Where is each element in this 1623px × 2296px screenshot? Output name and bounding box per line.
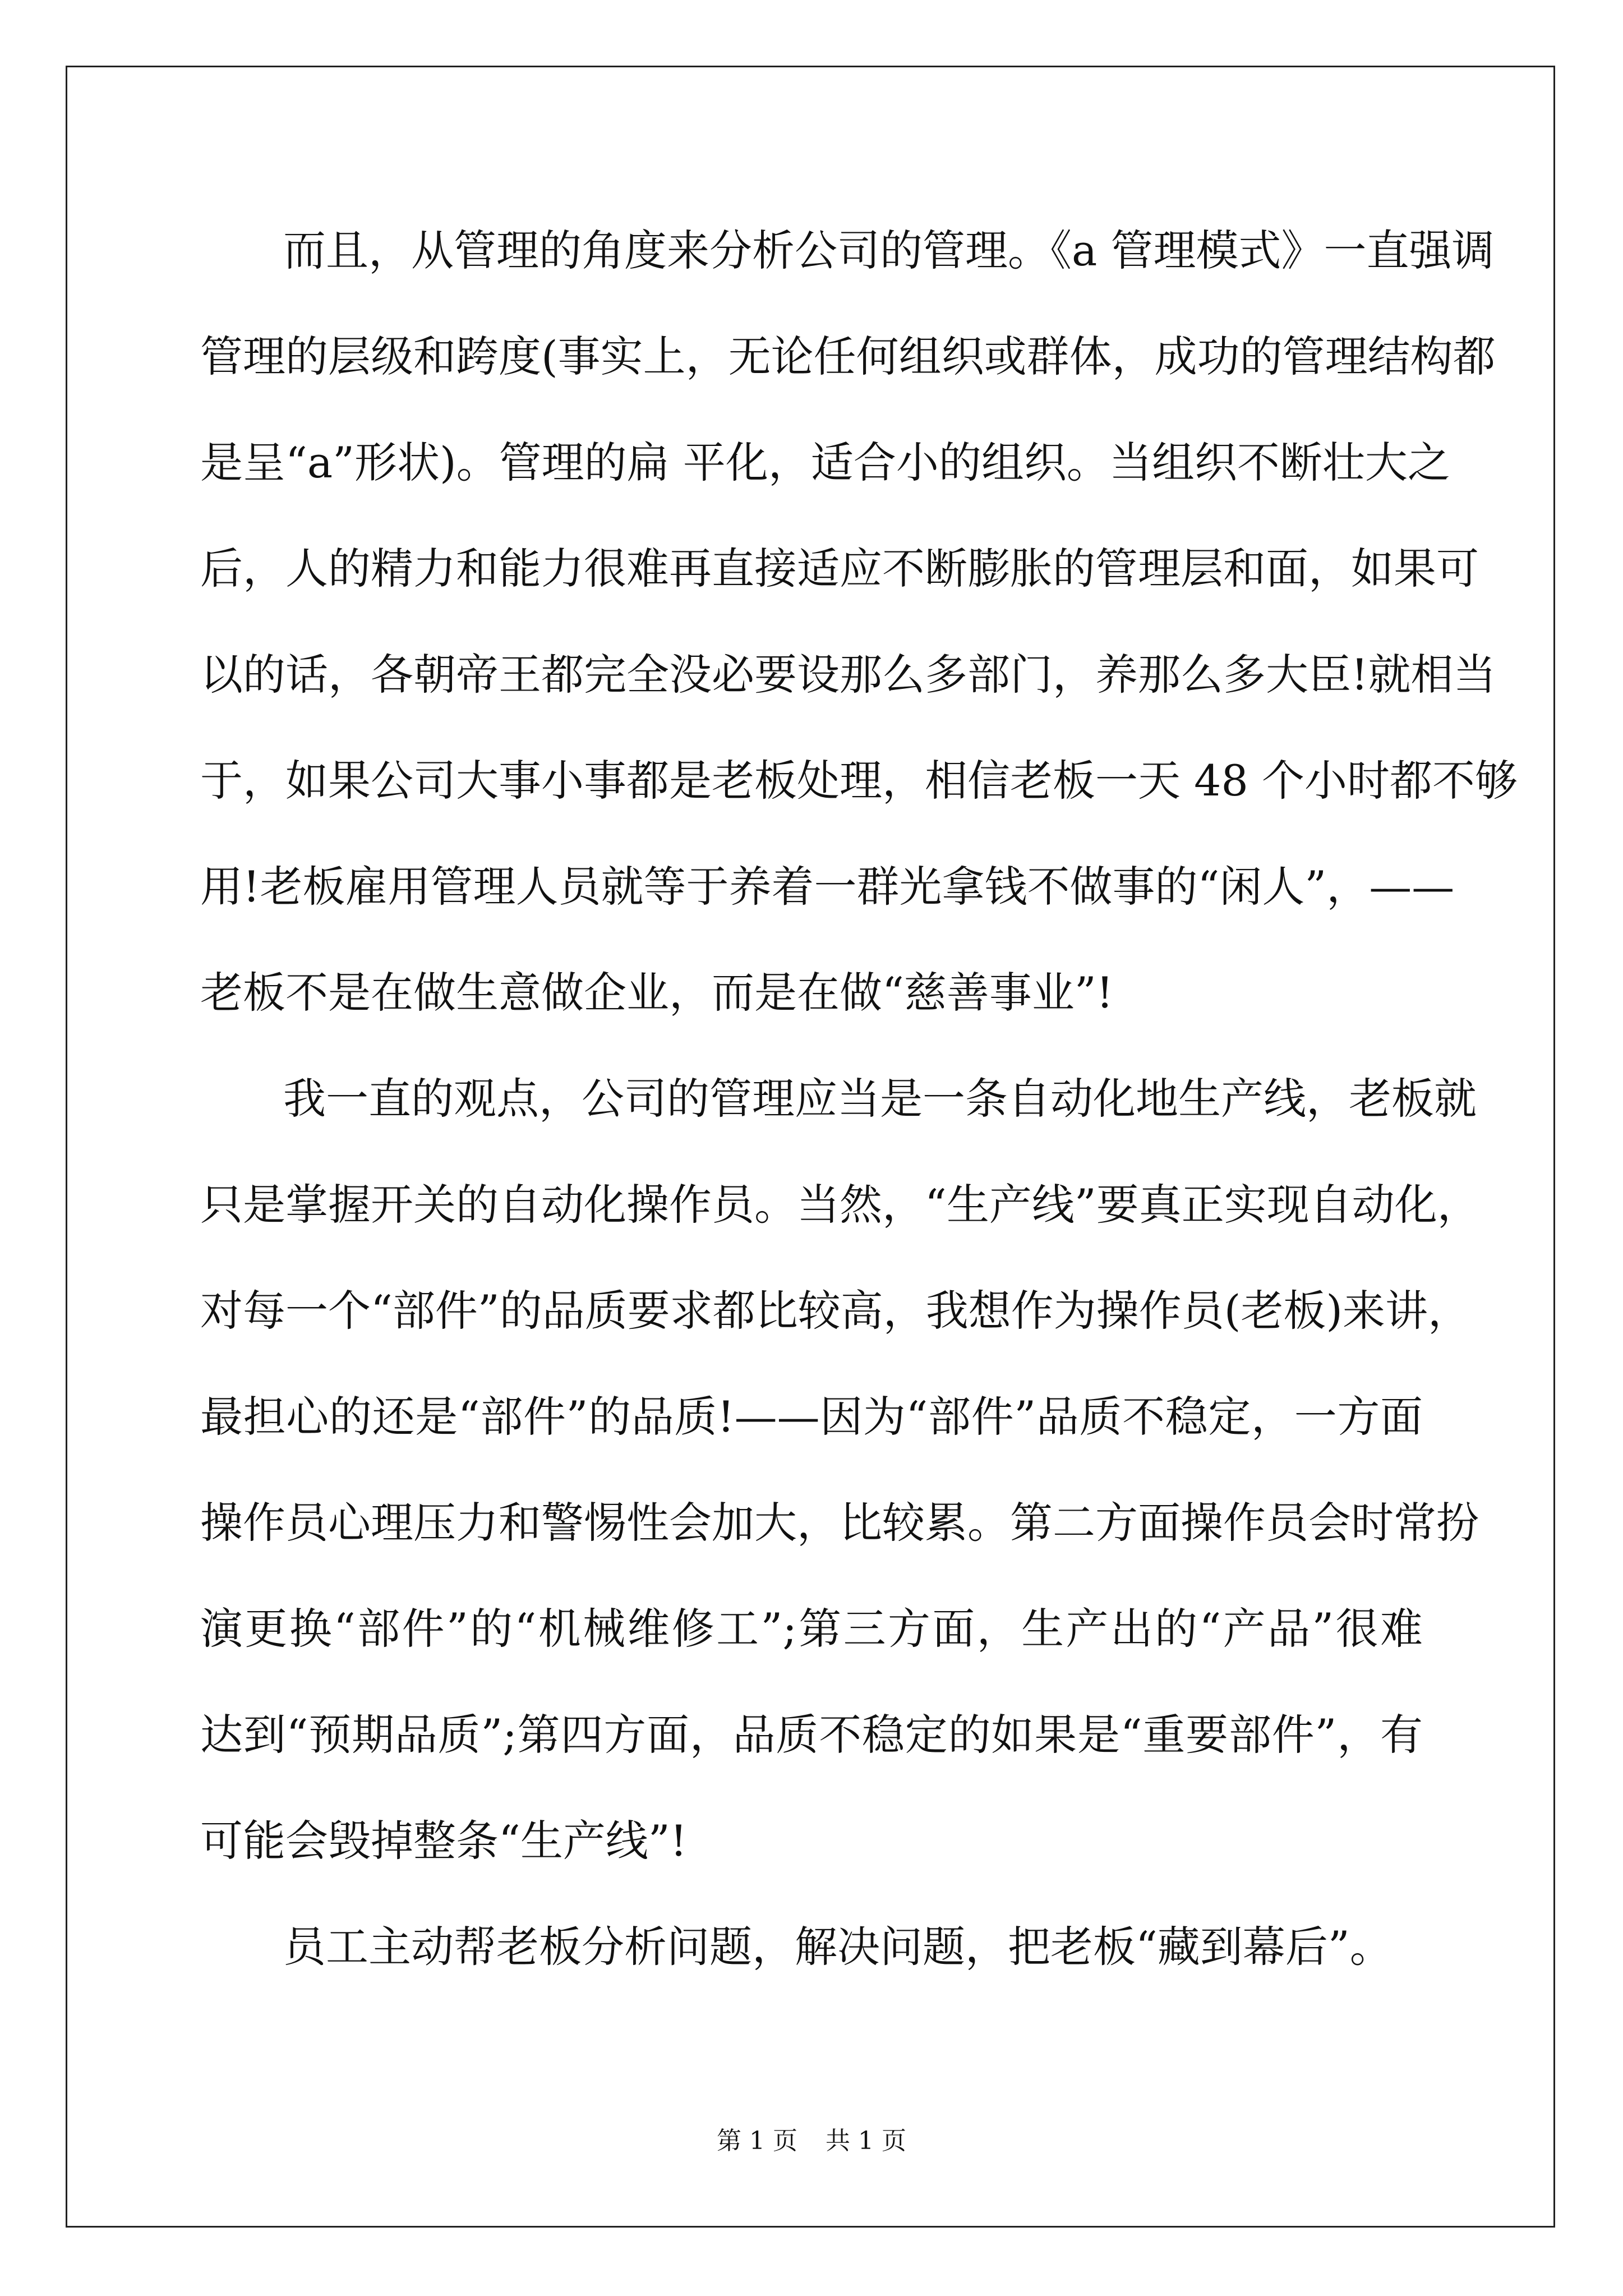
paragraph-2-line-5: 操作员心理压力和警惕性会加大，比较累。第二方面操作员会时常扮	[200, 1498, 1479, 1548]
paragraph-1-line-1: 而且，从管理的角度来分析公司的管理。《a 管理模式》一直强调	[283, 226, 1495, 275]
paragraph-3-line-1: 员工主动帮老板分析问题，解决问题，把老板“藏到幕后”。	[283, 1922, 1393, 1972]
paragraph-2-line-2: 只是掌握开关的自动化操作员。当然，“生产线”要真正实现自动化，	[200, 1180, 1480, 1230]
paragraph-2-line-6: 演更换“部件”的“机械维修工”;第三方面，生产出的“产品”很难	[200, 1604, 1423, 1654]
paragraph-1-line-6: 于，如果公司大事小事都是老板处理，相信老板一天 48 个小时都不够	[200, 756, 1518, 806]
paragraph-1-line-2: 管理的层级和跨度(事实上，无论任何组织或群体，成功的管理结构都	[200, 332, 1496, 381]
paragraph-2-line-7: 达到“预期品质”;第四方面，品质不稳定的如果是“重要部件”，有	[200, 1710, 1423, 1760]
paragraph-1-line-8: 老板不是在做生意做企业，而是在做“慈善事业”!	[200, 968, 1114, 1018]
page-footer	[0, 2124, 1623, 2158]
paragraph-1-line-4: 后，人的精力和能力很难再直接适应不断膨胀的管理层和面，如果可	[200, 544, 1479, 593]
page-number: 第 1 页	[717, 2127, 797, 2155]
paragraph-2-line-1: 我一直的观点，公司的管理应当是一条自动化地生产线，老板就	[283, 1074, 1477, 1124]
paragraph-1-line-3: 是呈“a”形状)。管理的扁 平化，适合小的组织。当组织不断壮大之	[200, 438, 1450, 487]
paragraph-1-line-5: 以的话，各朝帝王都完全没必要设那么多部门，养那么多大臣!就相当	[200, 650, 1496, 700]
paragraph-1-line-7: 用!老板雇用管理人员就等于养着一群光拿钱不做事的“闲人”，——	[200, 862, 1455, 912]
paragraph-2-line-3: 对每一个“部件”的品质要求都比较高，我想作为操作员(老板)来讲，	[200, 1286, 1471, 1336]
page-total: 共 1 页	[826, 2127, 906, 2155]
paragraph-2-line-8: 可能会毁掉整条“生产线”!	[200, 1816, 688, 1866]
paragraph-2-line-4: 最担心的还是“部件”的品质!——因为“部件”品质不稳定，一方面	[200, 1392, 1423, 1442]
